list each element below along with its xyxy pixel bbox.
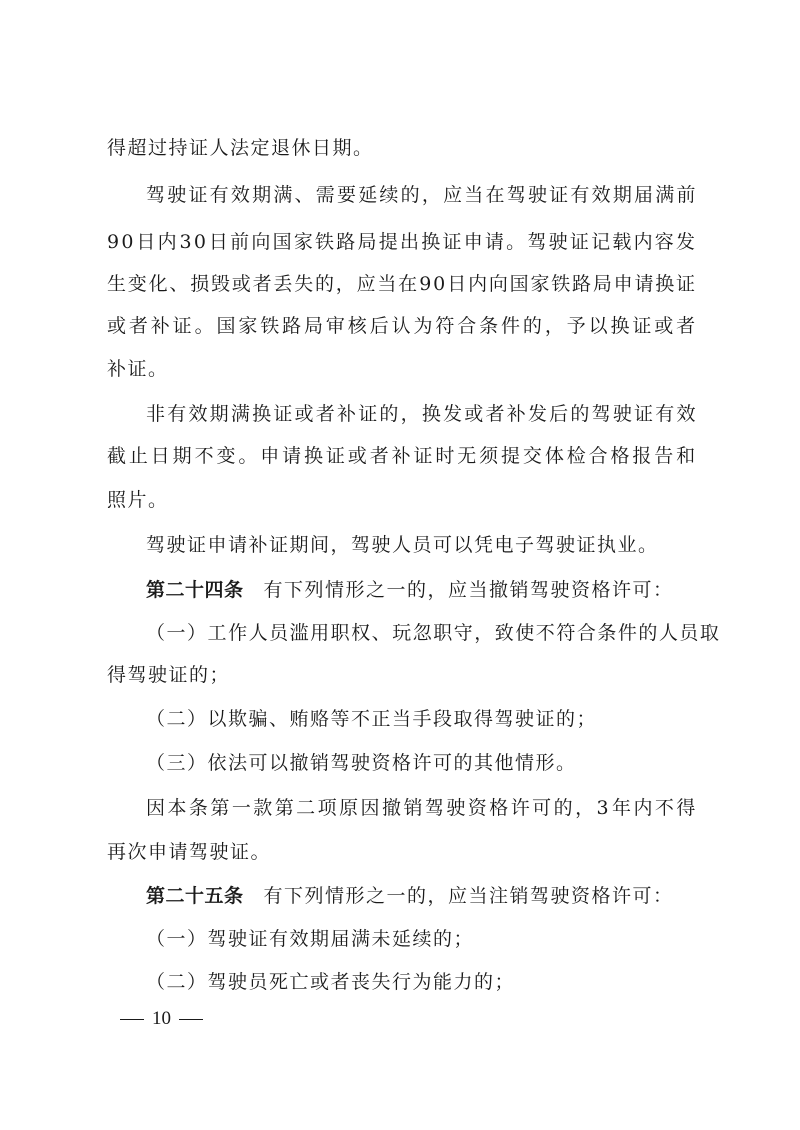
text-line: 非 有 效 期 满 换 证 或 者 补 证 的 ， 换 发 或 者 补 发 后 的 驾 驶 证 有 效 bbox=[146, 403, 697, 425]
text-line: 再次申请驾驶证。 bbox=[107, 841, 272, 863]
article-25-text: 有下列情形之一的，应当注销驾驶资格许可： bbox=[263, 885, 674, 907]
text-line: 9 0 日 内 3 0 日 前 向 国 家 铁 路 局 提 出 换 证 申 请 。 驾 驶 证 记 载 内 容 发 bbox=[107, 231, 697, 253]
article-24-heading: 第二十四条 bbox=[146, 579, 244, 601]
article-25-heading: 第二十五条 bbox=[146, 885, 244, 907]
text-line: （一）驾驶证有效期届满未延续的； bbox=[146, 928, 475, 950]
text-line: 驾驶证申请补证期间，驾驶人员可以凭电子驾驶证执业。 bbox=[146, 534, 659, 556]
text-line: 得驾驶证的； bbox=[107, 664, 231, 686]
footer-dash-right bbox=[179, 1019, 203, 1020]
footer-dash-left bbox=[120, 1019, 144, 1020]
text-line: 补证。 bbox=[107, 358, 169, 380]
text-line: 或 者 补 证 。 国 家 铁 路 局 审 核 后 认 为 符 合 条 件 的 ， 予 以 换 证 或 者 bbox=[107, 315, 697, 337]
text-line: 生 变 化 、 损 毁 或 者 丢 失 的 ， 应 当 在 9 0 日 内 向 国 家 铁 路 局 申 请 换 证 bbox=[107, 273, 697, 295]
page-number: 10 bbox=[152, 1008, 171, 1029]
text-line: （ 一 ） 工 作 人 员 滥 用 职 权 、 玩 忽 职 守 ， 致 使 不 符 合 条 件 的 人 员 取 bbox=[146, 622, 721, 644]
text-line: （二）以欺骗、贿赂等不正当手段取得驾驶证的； bbox=[146, 708, 598, 730]
article-24-text: 有下列情形之一的，应当撤销驾驶资格许可： bbox=[263, 579, 674, 601]
page-footer bbox=[112, 1008, 211, 1030]
article-25-line bbox=[146, 883, 697, 909]
text-line: 照片。 bbox=[107, 489, 169, 511]
text-line: 驾 驶 证 有 效 期 满 、 需 要 延 续 的 ， 应 当 在 驾 驶 证 有 效 期 届 满 前 bbox=[146, 184, 697, 206]
text-line: 因 本 条 第 一 款 第 二 项 原 因 撤 销 驾 驶 资 格 许 可 的 ， 3 年 内 不 得 bbox=[146, 797, 697, 819]
text-line: 截 止 日 期 不 变 。 申 请 换 证 或 者 补 证 时 无 须 提 交 体 检 合 格 报 告 和 bbox=[107, 445, 697, 467]
text-line: （三）依法可以撤销驾驶资格许可的其他情形。 bbox=[146, 752, 577, 774]
article-24-line bbox=[146, 577, 697, 603]
text-line: （二）驾驶员死亡或者丧失行为能力的； bbox=[146, 971, 516, 993]
text-line: 得超过持证人法定退休日期。 bbox=[107, 137, 374, 159]
